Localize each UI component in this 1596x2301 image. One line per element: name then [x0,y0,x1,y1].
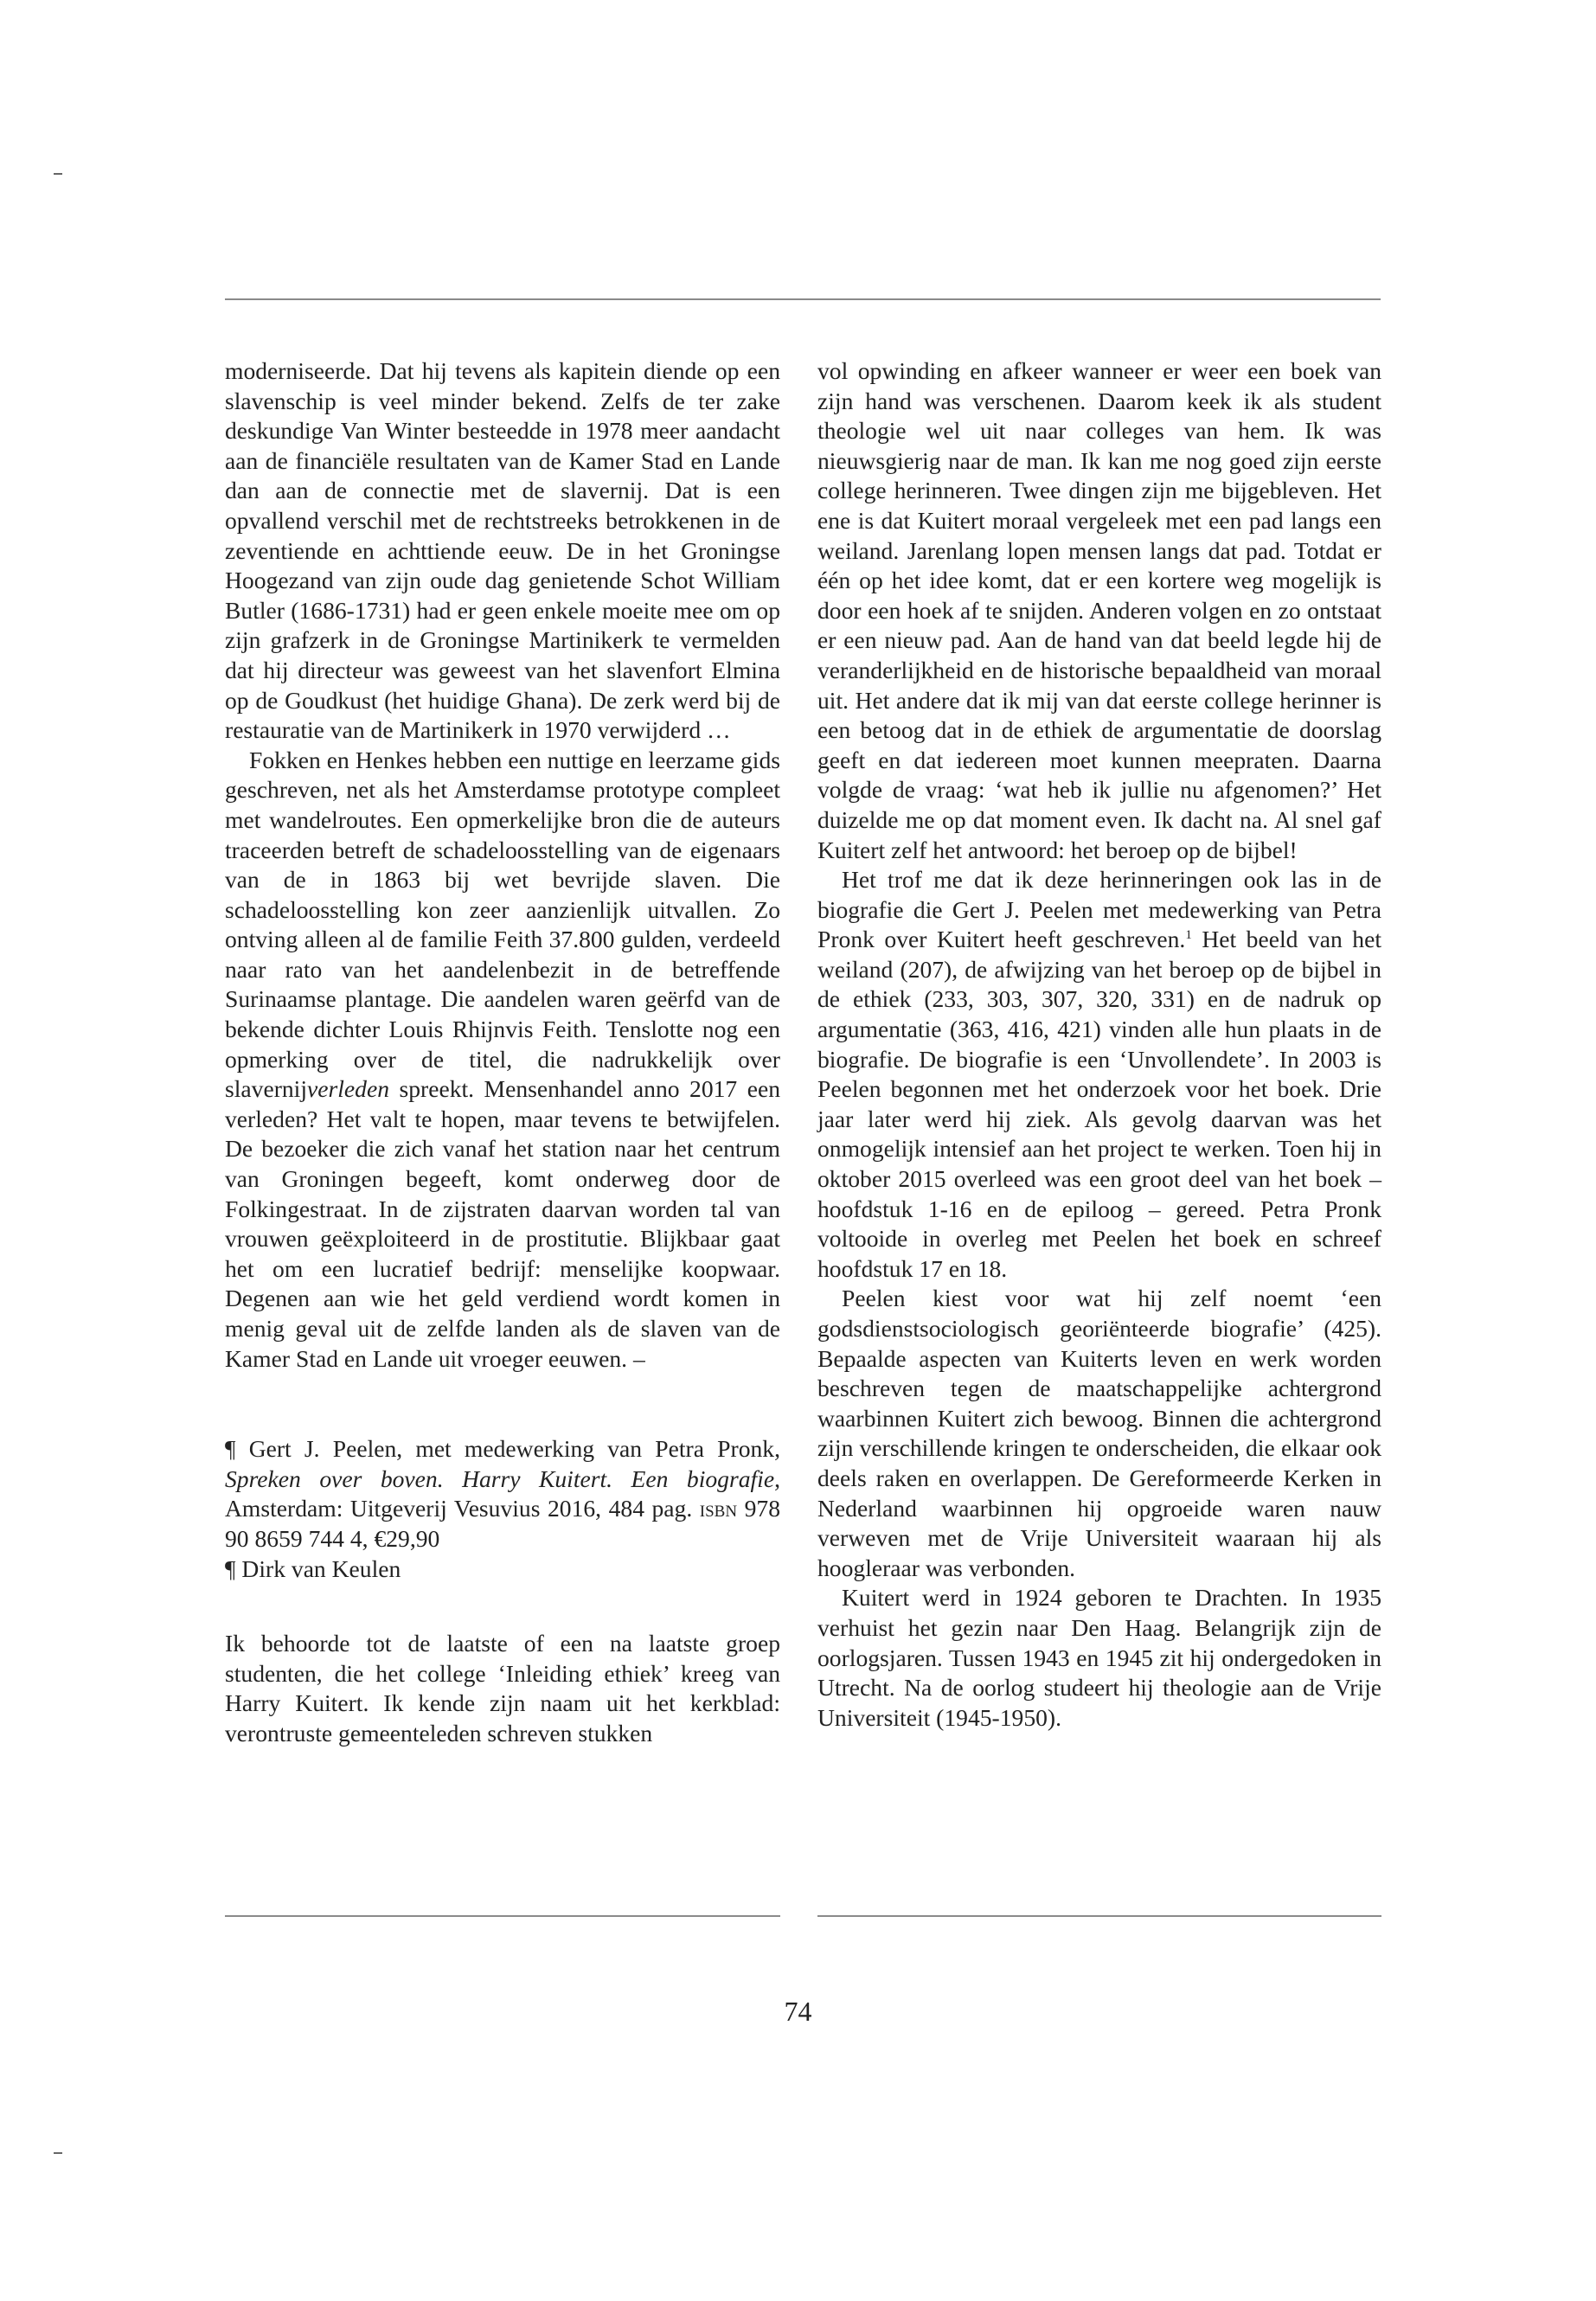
footnote-marker: 1 [1185,928,1192,943]
section-gap [225,1584,780,1629]
header-rule [225,298,1381,300]
paragraph-slavery-history: moderniseerde. Dat hij tevens als kapitein diende op een slavenschip is veel minder bekend. Zelfs de ter zake deskundige Van Winter besteedde in 1978 meer aandacht aan de financiële resultaten van de Kamer Stad en Lande dan aan de connectie met de slavernij. Dat is een opvallend verschil met de rechtstreeks betrokkenen in de zeventiende en achttiende eeuw. De in het Groningse Hoogezand van zijn oude dag genietende Schot William Butler (1686-1731) had er geen enkele moeite mee om op zijn grafzerk in de Groningse Martinikerk te vermelden dat hij directeur was geweest van het slavenfort Elmina op de Goudkust (het huidige Ghana). De zerk werd bij de restauratie van de Martinikerk in 1970 verwijderd … [225,357,780,744]
paragraph-review-opening: Ik behoorde tot de laatste of een na laatste groep studenten, die het college ‘Inleiding ethiek’ kreeg van Harry Kuitert. Ik kende zijn naam uit het kerkblad: verontruste gemeenteleden schreven stukken [225,1630,780,1747]
paragraph-biography-intro [817,865,1381,1284]
book-author: Gert J. Peelen, met medewerking van Petra Pronk, [235,1435,780,1463]
emphasis-verleden: verleden [307,1075,390,1103]
paragraph-text: spreekt. Mensenhandel anno 2017 een verleden? Het valt te hopen, maar tevens te betwijfelen. De bezoeker die zich vanaf het station naar het centrum van Groningen begeeft, komt onderweg door de Folkingestraat. In de zijstraten daarvan worden tal van vrouwen geëxploiteerd in de prostitutie. Blijkbaar gaat het om een lucratief bedrijf: menselijke koopwaar. Degenen aan wie het geld verdiend wordt komen in menig geval uit de zelfde landen als de slaven van de Kamer Stad en Lande uit vroeger eeuwen. – [225,1075,780,1372]
pilcrow-mark: ¶ [225,1554,236,1582]
right-column [817,356,1381,1733]
isbn-value: 978 90 8659 744 4, €29,90 [225,1495,780,1552]
pilcrow-mark: ¶ [225,1435,236,1463]
isbn-label: isbn [699,1495,738,1522]
reviewer-name: Dirk van Keulen [235,1554,401,1582]
paragraph-text: Het beeld van het weiland (207), de afwijzing van het beroep op de bijbel in de ethiek (233, 303, 307, 320, 331) en de nadruk op argumentatie (363, 416, 421) vinden alle hun plaats in de biografie. De biografie is een ‘Unvollendete’. In 2003 is Peelen begonnen met het onderzoek voor het boek. Drie jaar later werd hij ziek. Als gevolg daarvan was het onmogelijk intensief aan het project te werken. Toen hij in oktober 2015 overleed was een groot deel van het boek – hoofdstuk 1-16 en de epiloog – gereed. Petra Pronk voltooide in overleg met Peelen het boek en schreef hoofdstuk 17 en 18. [817,926,1381,1282]
paragraph-kuitert-life: Kuitert werd in 1924 geboren te Drachten. In 1935 verhuist het gezin naar Den Haag. Belangrijk zijn de oorlogsjaren. Tussen 1943 en 1945 zit hij ondergedoken in Utrecht. Na de oorlog studeert hij theologie aan de Vrije Universiteit (1945-1950). [817,1584,1381,1731]
paragraph-guide-review [225,746,780,1374]
book-title: Spreken over boven. Harry Kuitert. Een biografie [225,1465,775,1492]
footer-rule-left [225,1915,780,1917]
page-number: 74 [784,1996,812,2027]
paragraph-text: Fokken en Henkes hebben een nuttige en leerzame gids geschreven, net als het Amsterdamse prototype compleet met wandelroutes. Een opmerkelijke bron die de auteurs traceerden betreft de schadeloosstelling van de eigenaars van de in 1863 bij wet bevrijde slaven. Die schadeloosstelling kon zeer aanzienlijk uitvallen. Zo ontving alleen al de familie Feith 37.800 gulden, verdeeld naar rato van het aandelenbezit in de betreffende Surinaamse plantage. Die aandelen waren geërfd van de bekende dichter Louis Rhijnvis Feith. Tenslotte nog een opmerking over de titel, die nadrukkelijk over slavernij [225,746,780,1103]
paragraph-biography-approach: Peelen kiest voor wat hij zelf noemt ‘een godsdienstsociologisch georiënteerde biografie’ (425). Bepaalde aspecten van Kuiterts leven en werk worden beschreven tegen de maatschappelijke achtergrond waarbinnen Kuitert zich bewoog. Binnen die achtergrond zijn verschillende kringen te onderscheiden, die elkaar ook deels raken en overlappen. De Gereformeerde Kerken in Nederland waarbinnen hij opgroeide waren nauw verweven met de Vrije Universiteit waaraan hij als hoogleraar was verbonden. [817,1285,1381,1581]
paragraph-college-memory: vol opwinding en afkeer wanneer er weer een boek van zijn hand was verschenen. Daarom keek ik als student theologie wel uit naar colleges van hem. Ik was nieuwsgierig naar de man. Ik kan me nog goed zijn eerste college herinneren. Twee dingen zijn me bijgebleven. Het ene is dat Kuitert moraal vergeleek met een pad langs een weiland. Jarenlang lopen mensen langs dat pad. Totdat er één op het idee komt, dat er een kortere weg mogelijk is door een hoek af te snijden. Anderen volgen en zo ontstaat er een nieuw pad. Aan de hand van dat beeld legde hij de veranderlijkheid en de historische bepaaldheid van moraal uit. Het andere dat ik mij van dat eerste college herinner is een betoog dat in de ethiek de argumentatie de doorslag geeft en dat iedereen moet kunnen meepraten. Daarna volgde de vraag: ‘wat heb ik jullie nu afgenomen?’ Het duizelde me op dat moment even. Ik dacht na. Al snel gaf Kuitert zelf het antwoord: het beroep op de bijbel! [817,357,1381,863]
reviewer-line [225,1554,780,1585]
crop-mark-top [54,173,62,175]
bibliographic-entry [225,1434,780,1554]
book-details: , Amsterdam: Uitgeverij Vesuvius 2016, 484 pag. [225,1465,780,1522]
paragraph-text: Het trof me dat ik deze herinneringen ook las in de biografie die Gert J. Peelen met medewerking van Petra Pronk over Kuitert heeft geschreven. [817,866,1381,953]
crop-mark-bottom [54,2152,62,2154]
footer-rule-right [817,1915,1381,1917]
section-gap [225,1374,780,1434]
left-column [225,356,780,1749]
